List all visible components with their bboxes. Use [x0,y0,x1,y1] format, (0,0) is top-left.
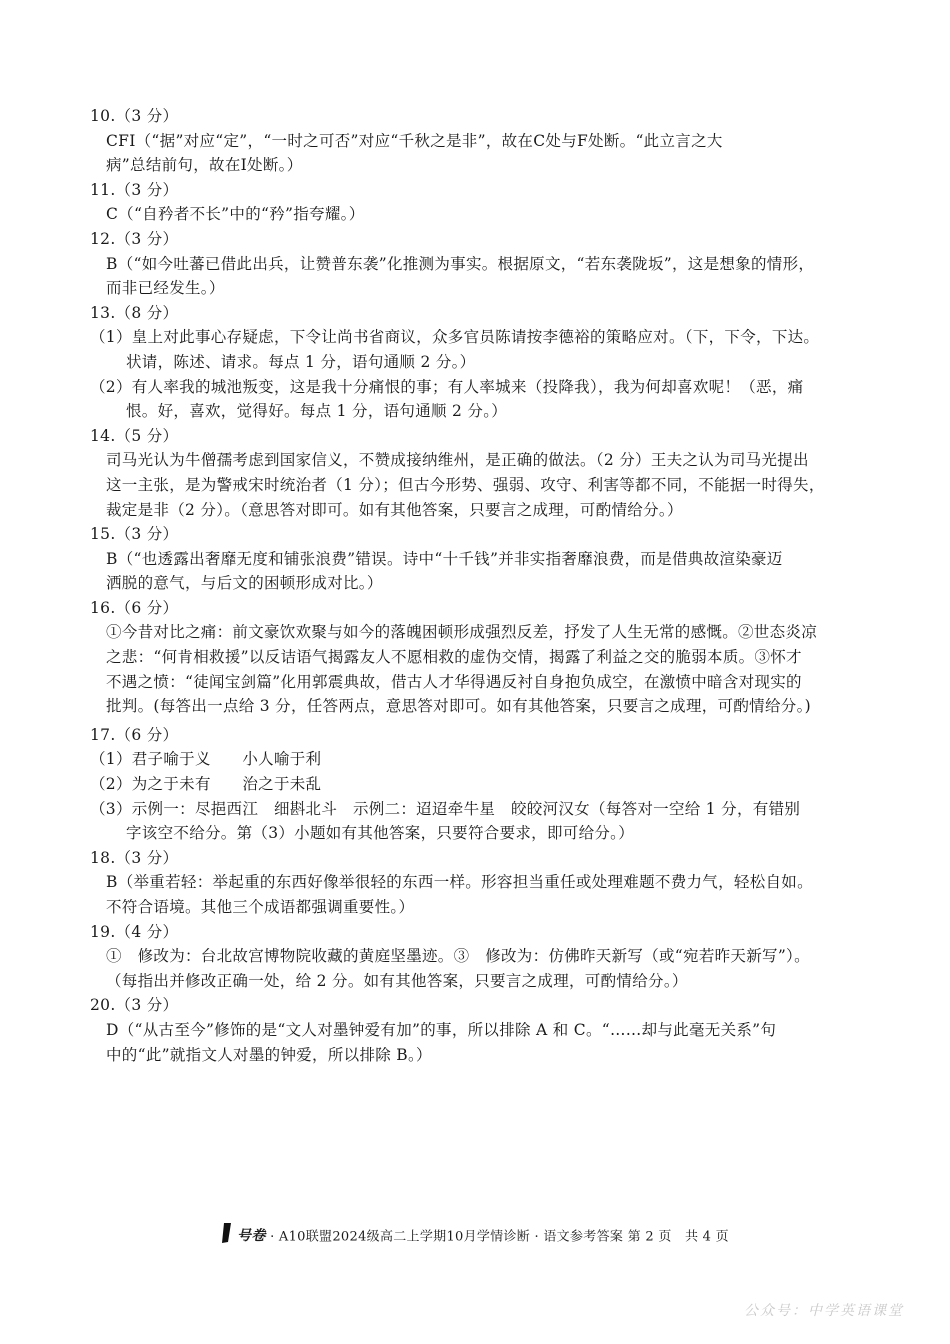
answer-content [90,104,865,1067]
answer-line-q12-b: 而非已经发生。） [106,279,225,298]
answer-line-q10-head: 10.（3 分） [90,107,179,125]
answer-line-q16-b: 之悲：“何肯相救援”以反诘语气揭露友人不愿相救的虚伪交情，揭露了利益之交的脆弱本质。③怀才 [106,648,802,667]
answer-line-q16-c: 不遇之愤：“徒闻宝剑篇”化用郭震典故，借古人才华得遇反衬自身抱负成空，在激愤中暗含对现实的 [106,672,802,691]
logo-icon [221,1222,233,1248]
answer-line-q14-c: 裁定是非（2 分）。（意思答对即可。如有其他答案，只要言之成理，可酌情给分。） [106,500,683,519]
answer-line-q13-2b: 恨。好，喜欢，觉得好。每点 1 分，语句通顺 2 分。） [126,402,508,421]
page-footer [0,1222,950,1248]
answer-line-q17-head: 17.（6 分） [90,725,179,744]
answer-line-q15-b: 洒脱的意气，与后文的困顿形成对比。） [106,574,383,593]
answer-line-q13-1b: 状请，陈述、请求。每点 1 分，语句通顺 2 分。） [126,352,476,371]
answer-line-q17-3a: （3）示例一：尽挹西江 细斟北斗 示例二：迢迢牵牛星 皎皎河汉女（每答对一空给 1 分，有错别 [90,799,801,818]
answer-line-q13-1a: （1）皇上对此事心存疑虑，下令让尚书省商议，众多官员陈请按李德裕的策略应对。（下，下令，下达。 [90,328,820,347]
answer-line-q17-1: （1）君子喻于义 小人喻于利 [90,750,322,769]
answer-line-q20-a: D（“从古至今”修饰的是“文人对墨钟爱有加”的事，所以排除 A 和 C。“……却与此毫无关系”句 [106,1020,777,1039]
answer-line-q10-b: 病”总结前句，故在I处断。） [106,156,303,175]
answer-line-q14-head: 14.（5 分） [90,426,179,445]
answer-line-q19-a: ① 修改为：台北故宫博物院收藏的黄庭坚墨迹。③ 修改为：仿佛昨天新写（或“宛若昨天新写”）。 [106,947,810,966]
answer-line-q16-head: 16.（6 分） [90,598,179,617]
answer-line-q13-head: 13.（8 分） [90,303,179,322]
answer-line-q11-head: 11.（3 分） [90,180,179,199]
answer-line-q18-head: 18.（3 分） [90,848,179,867]
watermark: 公众号：中学英语课堂 [744,1303,904,1319]
answer-line-q17-3b: 字该空不给分。第（3）小题如有其他答案，只要符合要求，即可给分。） [126,824,635,843]
answer-line-q16-a: ①今昔对比之痛：前文豪饮欢聚与如今的落魄困顿形成强烈反差，抒发了人生无常的感慨。②世态炎凉 [106,623,818,642]
answer-line-q12-a: B（“如今吐蕃已借此出兵，让赞普东袭”化推测为事实。根据原文，“若东袭陇坂”，这是想象的情形， [106,254,815,273]
answer-line-q11-a: C（“自矜者不长”中的“矜”指夸耀。） [106,205,365,224]
answer-line-q20-b: 中的“此”就指文人对墨的钟爱，所以排除 B。） [106,1045,432,1064]
logo-text: 号卷 [237,1228,266,1244]
answer-line-q18-a: B（举重若轻：举起重的东西好像举很轻的东西一样。形容担当重任或处理难题不费力气，轻松自如。 [106,873,813,892]
answer-line-q15-a: B（“也透露出奢靡无度和铺张浪费”错误。诗中“十千钱”并非实指奢靡浪费，而是借典故渲染豪迈 [106,549,783,568]
footer-text: · A10联盟2024级高二上学期10月学情诊断 · 语文参考答案 第 2 页 共 4 页 [270,1229,729,1245]
answer-line-q16-d: 批判。(每答出一点给 3 分，任答两点，意思答对即可。如有其他答案，只要言之成理，可酌情给分。) [106,697,811,716]
answer-line-q19-head: 19.（4 分） [90,922,179,941]
answer-line-q10-a: CFI（“据”对应“定”，“一时之可否”对应“千秋之是非”，故在C处与F处断。“此立言之大 [106,131,723,150]
answer-line-q17-2: （2）为之于未有 治之于未乱 [90,775,322,794]
answer-line-q20-head: 20.（3 分） [90,996,179,1015]
answer-line-q14-a: 司马光认为牛僧孺考虑到国家信义，不赞成接纳维州，是正确的做法。（2 分）王夫之认为司马光提出 [106,451,809,470]
answer-line-q12-head: 12.（3 分） [90,229,179,248]
answer-line-q18-b: 不符合语境。其他三个成语都强调重要性。） [106,898,415,916]
answer-line-q19-b: （每指出并修改正确一处，给 2 分。如有其他答案，只要言之成理，可酌情给分。） [106,971,688,990]
answer-line-q14-b: 这一主张，是为警戒宋时统治者（1 分）；但古今形势、强弱、攻守、利害等都不同，不能据一时得失， [106,475,825,494]
answer-line-q15-head: 15.（3 分） [90,525,179,544]
answer-line-q13-2a: （2）有人率我的城池叛变，这是我十分痛恨的事；有人率城来（投降我），我为何却喜欢呢！（恶，痛 [90,377,804,396]
